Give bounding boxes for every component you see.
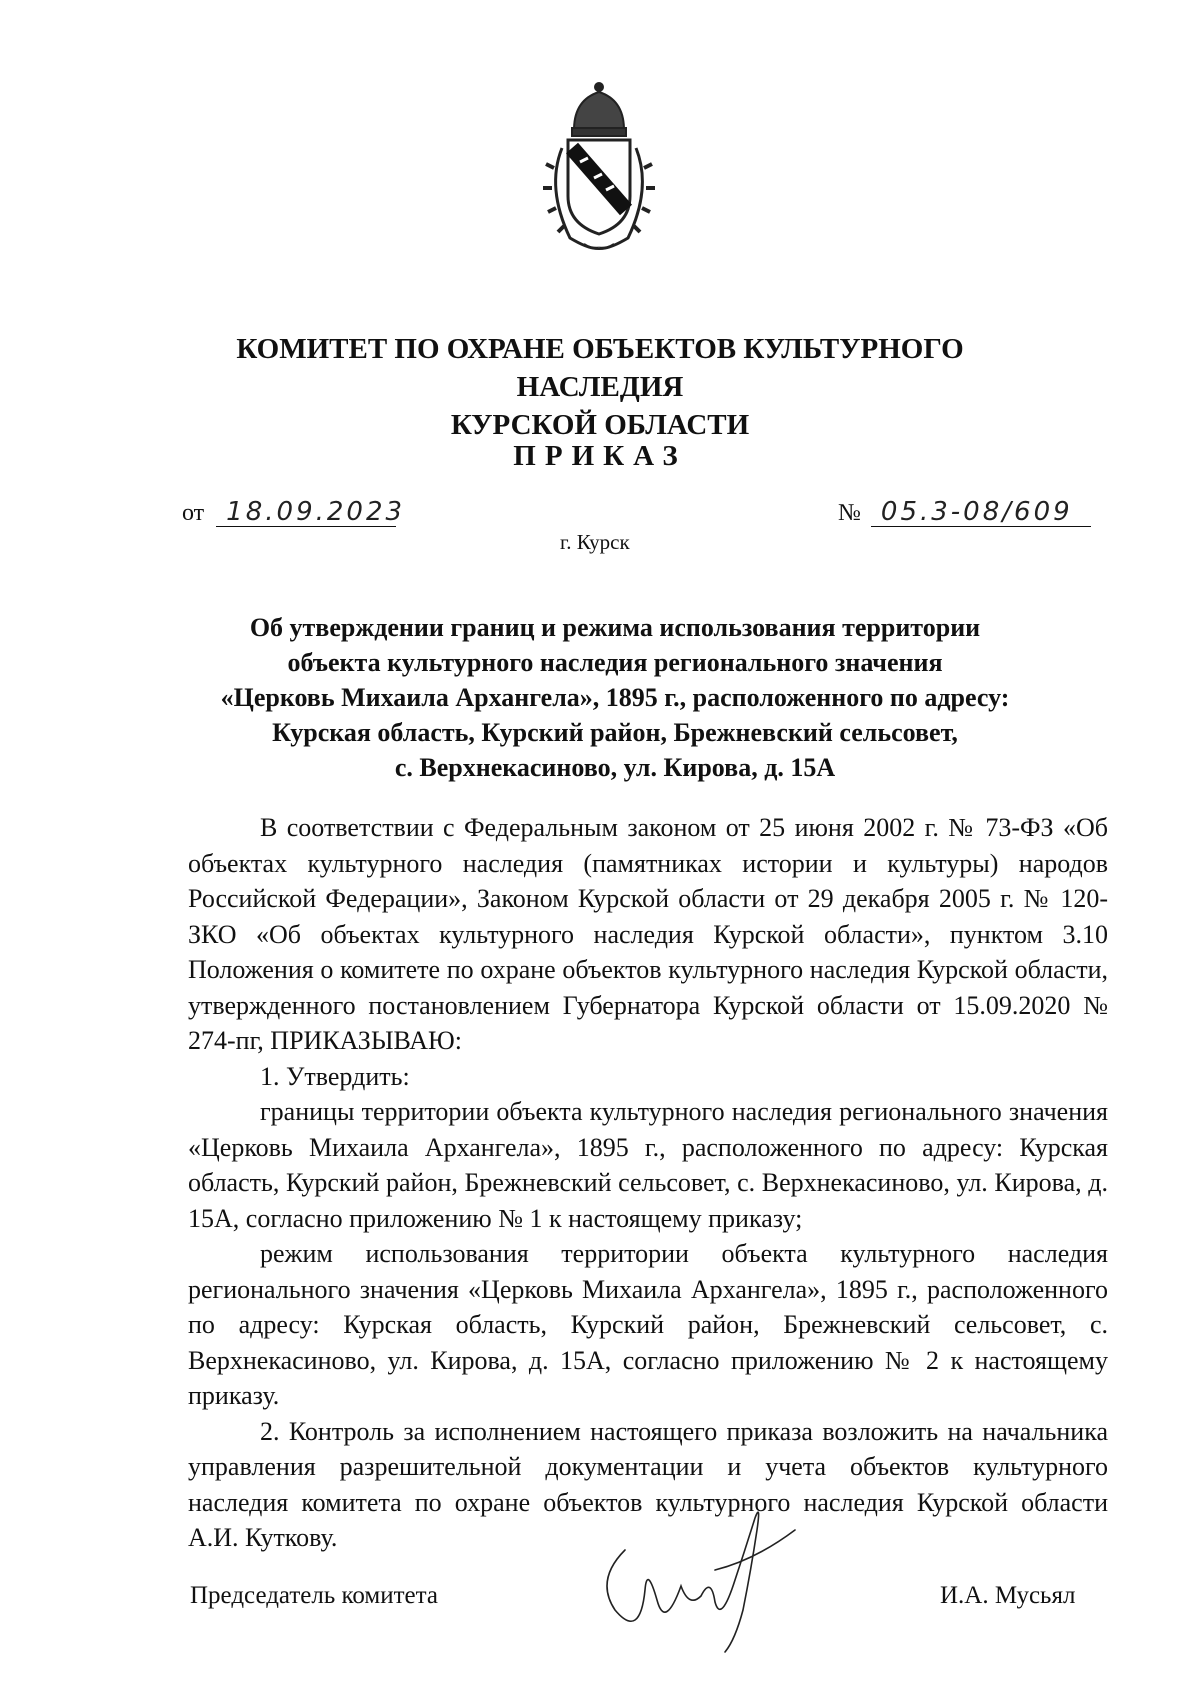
number-prefix: №: [838, 500, 861, 526]
subject-line-2: объекта культурного наследия регионального значения: [287, 648, 943, 677]
item-1-regime-paragraph: режим использования территории объекта культурного наследия регионального значения «Церковь Михаила Архангела», 1895 г., расположенного по адресу: Курская область, Курский район, Брежневский сельсовет, с. Верхнекасиново, ул. Кирова, д. 15А, согласно приложению № 2 к настоящему приказу.: [188, 1239, 1108, 1410]
kursk-coat-of-arms-icon: [540, 78, 658, 253]
document-subject: [185, 610, 1045, 785]
organization-title: [150, 330, 1050, 444]
subject-line-3: «Церковь Михаила Архангела», 1895 г., расположенного по адресу:: [220, 683, 1010, 712]
date-value: 18.09.2023: [216, 498, 396, 527]
city: г. Курск: [560, 530, 630, 554]
signatory-name: И.А. Мусьял: [940, 1582, 1076, 1609]
document-type: ПРИКАЗ: [513, 440, 687, 472]
handwritten-signature-icon: [585, 1490, 815, 1660]
subject-line-1: Об утверждении границ и режима использования территории: [249, 613, 981, 642]
signatory-title: Председатель комитета: [190, 1582, 438, 1609]
date-line: [182, 497, 406, 527]
subject-line-5: с. Верхнекасиново, ул. Кирова, д. 15А: [394, 753, 836, 782]
preamble-paragraph: В соответствии с Федеральным законом от 25 июня 2002 г. № 73-ФЗ «Об объектах культурного наследия (памятниках истории и культуры) народов Российской Федерации», Законом Курской области от 29 декабря 2005 г. № 120-ЗКО «Об объектах культурного наследия Курской области», пунктом 3.10 Положения о комитете по охране объектов культурного наследия Курской области, утвержденного постановлением Губернатора Курской области от 15.09.2020 № 274-пг, ПРИКАЗЫВАЮ:: [188, 813, 1108, 1055]
subject-line-4: Курская область, Курский район, Брежневский сельсовет,: [272, 718, 958, 747]
number-line: [838, 498, 1091, 527]
organization-title-line-2: КУРСКОЙ ОБЛАСТИ: [450, 409, 750, 441]
item-1-boundaries-paragraph: границы территории объекта культурного наследия регионального значения «Церковь Михаила Архангела», 1895 г., расположенного по адресу: Курская область, Курский район, Брежневский сельсовет, с. Верхнекасиново, ул. Кирова, д. 15А, согласно приложению № 1 к настоящему приказу;: [188, 1097, 1108, 1233]
order-body: [188, 810, 1108, 1556]
item-1-heading: 1. Утвердить:: [260, 1061, 410, 1091]
number-value: 05.3-08/609: [871, 498, 1091, 527]
date-prefix: от: [182, 500, 205, 526]
organization-title-line-1: КОМИТЕТ ПО ОХРАНЕ ОБЪЕКТОВ КУЛЬТУРНОГО НАСЛЕДИЯ: [236, 333, 964, 403]
item-2-paragraph: 2. Контроль за исполнением настоящего приказа возложить на начальника управления разрешительной документации и учета объектов культурного наследия комитета по охране объектов культурного наследия Курской области А.И. Куткову.: [188, 1416, 1108, 1552]
